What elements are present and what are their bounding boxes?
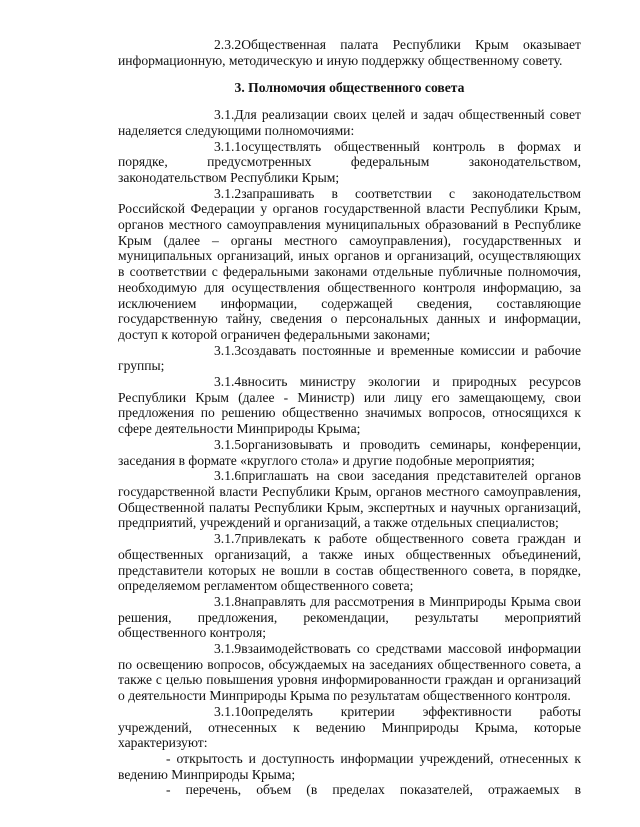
clause-3-1-3 <box>118 343 581 374</box>
document-page <box>118 37 581 798</box>
clause-text: организовывать и проводить семинары, конференции, заседания в формате «круглого стола» и другие подобные мероприятия; <box>118 436 581 468</box>
clause-3-1-7 <box>118 531 581 594</box>
clause-text: запрашивать в соответствии с законодательством Российской Федерации у органов государственной власти Республики Крым, органов местного самоуправления муниципальных образований в Республике Крым (далее – органы местного самоуправления), государственных и муниципальных организаций, иных органов и организаций, осуществляющих в соответствии с федеральными законами отдельные публичные полномочия, необходимую для осуществления общественного контроля информацию, за исключением информации, содержащей сведения, составляющие государственную тайну, сведения о персональных данных и информации, доступ к которой ограничен федеральными законами; <box>118 185 581 342</box>
clause-number: 3.1.1 <box>214 138 242 154</box>
clause-3-1-5 <box>118 437 581 468</box>
clause-number: 3.1.3 <box>214 342 242 358</box>
clause-number: 3.1.8 <box>214 593 242 609</box>
clause-3-1-9 <box>118 641 581 704</box>
clause-3-1-4 <box>118 374 581 437</box>
clause-3-1-6 <box>118 468 581 531</box>
clause-text: определять критерии эффективности работы учреждений, отнесенных к ведению Минприроды Крыма, которые характеризуют: <box>118 703 581 751</box>
clause-number: 3.1.10 <box>214 703 248 719</box>
clause-text: направлять для рассмотрения в Минприроды Крыма свои решения, предложения, рекомендации, результаты мероприятий общественного контроля; <box>118 593 581 641</box>
clause-text: приглашать на свои заседания представителей органов государственной власти Республики Крым, органов местного самоуправления, Общественной палаты Республики Крым, экспертных и научных организаций, предприятий, учреждений и организаций, а также отдельных специалистов; <box>118 468 581 531</box>
clause-number: 3.1.2 <box>214 185 242 201</box>
clause-3-1-1 <box>118 139 581 186</box>
clause-number: 3.1.7 <box>214 531 242 547</box>
intro-paragraph <box>118 37 581 68</box>
clause-number: 3.1.4 <box>214 374 242 390</box>
clause-text: взаимодействовать со средствами массовой информации по освещению вопросов, обсуждаемых на заседаниях общественного совета, а также с целью повышения уровня информированности граждан и организаций о деятельности Минприроды Крыма по результатам общественного контроля. <box>118 641 581 704</box>
clause-number: 3.1.6 <box>214 468 242 484</box>
clause-text: осуществлять общественный контроль в формах и порядке, предусмотренных федеральным законодательством, законодательством Республики Крым; <box>118 138 581 185</box>
section-heading: 3. Полномочия общественного совета <box>234 80 465 96</box>
clause-number: 3.1. <box>214 107 235 123</box>
clause-text: Общественная палата Республики Крым оказывает информационную, методическую и иную поддержку общественному совету. <box>118 37 581 68</box>
clause-3-1 <box>118 107 581 138</box>
subitem-openness: - открытость и доступность информации учреждений, отнесенных к ведению Минприроды Крыма; <box>118 750 581 782</box>
subitem-list: - перечень, объем (в пределах показателей, отражаемых в <box>166 782 581 798</box>
clause-number: 3.1.5 <box>214 436 242 452</box>
clause-3-1-2 <box>118 186 581 343</box>
clause-number: 3.1.9 <box>214 641 242 657</box>
clause-3-1-10 <box>118 704 581 751</box>
clause-text: Для реализации своих целей и задач общественный совет наделяется следующими полномочиями: <box>118 107 581 138</box>
clause-number: 2.3.2 <box>214 37 242 52</box>
clause-text: создавать постоянные и временные комиссии и рабочие группы; <box>118 342 581 374</box>
clause-3-1-8 <box>118 594 581 641</box>
clause-text: привлекать к работе общественного совета граждан и общественных организаций, а также иных общественных объединений, представители которых не вошли в состав общественного совета, в порядке, определяемом регламентом общественного совета; <box>118 531 581 594</box>
clause-text: вносить министру экологии и природных ресурсов Республики Крым (далее - Министр) или лицу его замещающему, свои предложения по решению общественно значимых вопросов, относящихся к сфере деятельности Минприроды Крыма; <box>118 374 581 437</box>
